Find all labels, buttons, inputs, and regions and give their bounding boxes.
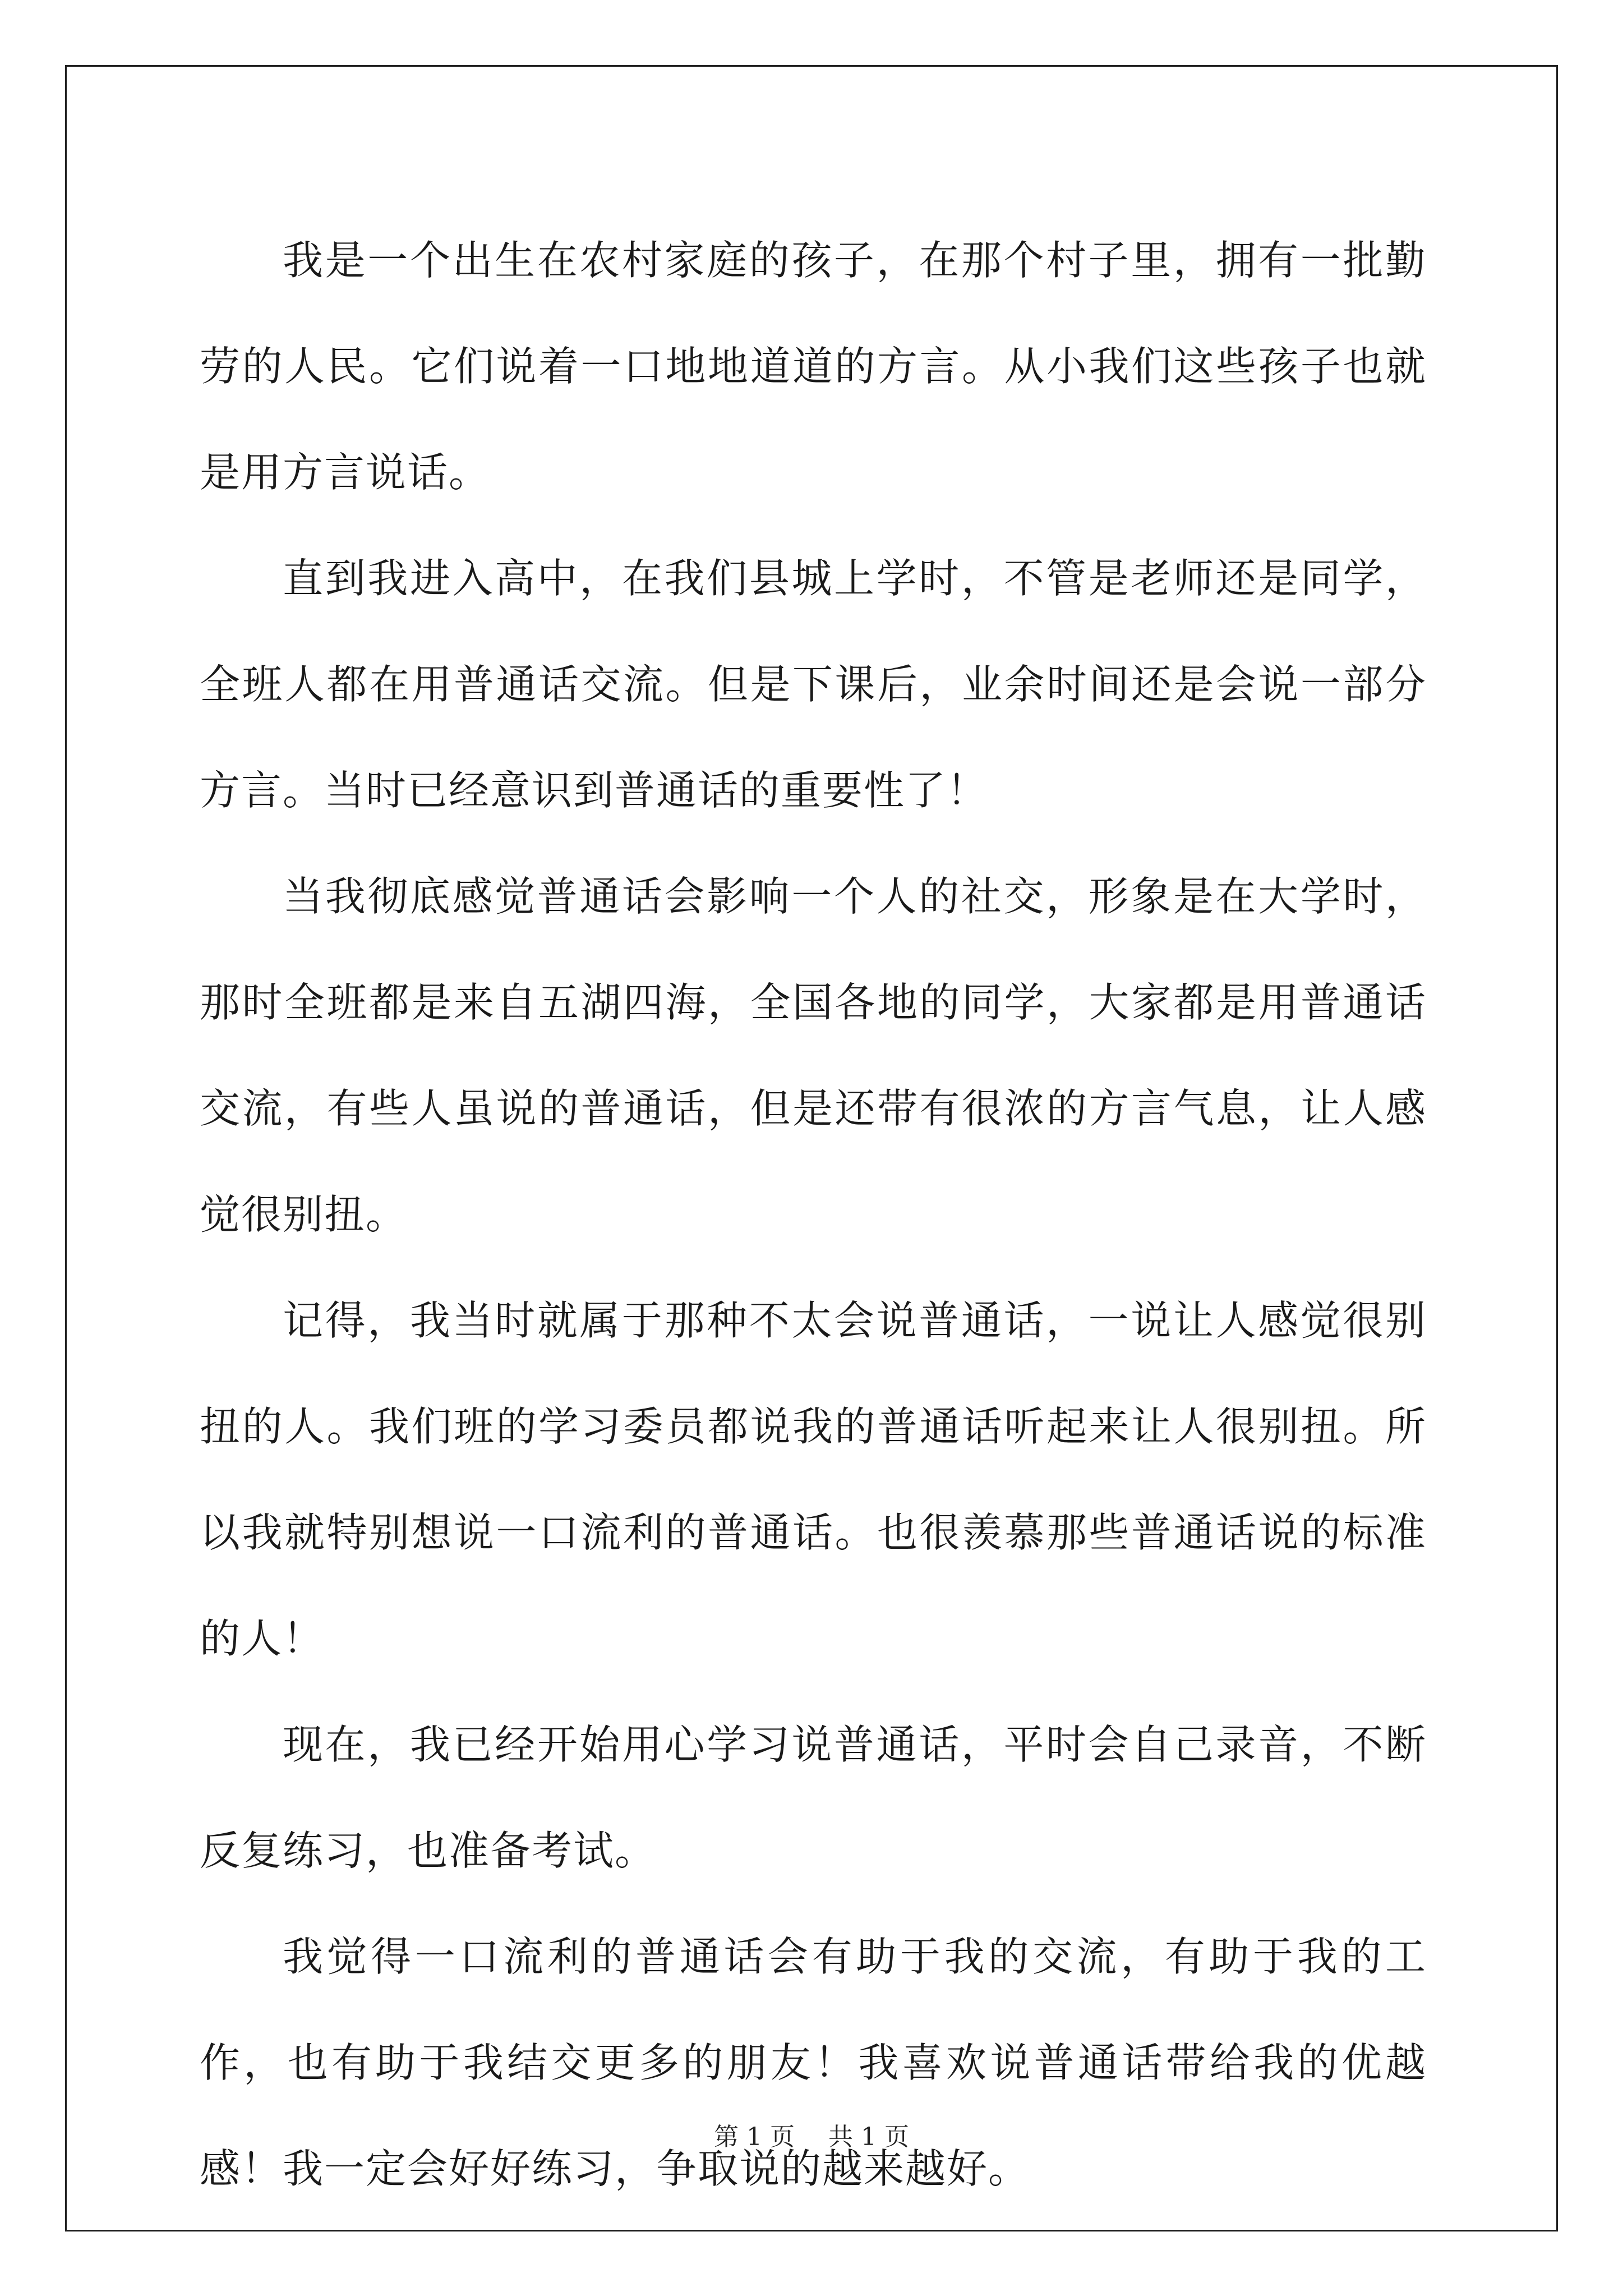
paragraph-5: 现在，我已经开始用心学习说普通话，平时会自己录音，不断反复练习，也准备考试。 bbox=[200, 1721, 1427, 1874]
page-total: 共 1 页 bbox=[828, 2123, 909, 2151]
document-body bbox=[200, 208, 1427, 2222]
paragraph-1: 我是一个出生在农村家庭的孩子，在那个村子里，拥有一批勤劳的人民。它们说着一口地地道道的方言。从小我们这些孩子也就是用方言说话。 bbox=[200, 237, 1427, 496]
paragraph-2: 直到我进入高中，在我们县城上学时，不管是老师还是同学，全班人都在用普通话交流。但是下课后，业余时间还是会说一部分方言。当时已经意识到普通话的重要性了！ bbox=[200, 555, 1427, 814]
paragraph-4: 记得，我当时就属于那种不太会说普通话，一说让人感觉很别扭的人。我们班的学习委员都说我的普通话听起来让人很别扭。所以我就特别想说一口流利的普通话。也很羡慕那些普通话说的标准的人！ bbox=[200, 1297, 1427, 1662]
page-number: 第 1 页 bbox=[714, 2123, 795, 2151]
paragraph-3: 当我彻底感觉普通话会影响一个人的社交，形象是在大学时，那时全班都是来自五湖四海，全国各地的同学，大家都是用普通话交流，有些人虽说的普通话，但是还带有很浓的方言气息，让人感觉很别扭。 bbox=[200, 873, 1427, 1238]
paragraph-6: 我觉得一口流利的普通话会有助于我的交流，有助于我的工作，也有助于我结交更多的朋友！我喜欢说普通话带给我的优越感！我一定会好好练习，争取说的越来越好。 bbox=[200, 1933, 1427, 2192]
page-footer bbox=[0, 2120, 1623, 2154]
